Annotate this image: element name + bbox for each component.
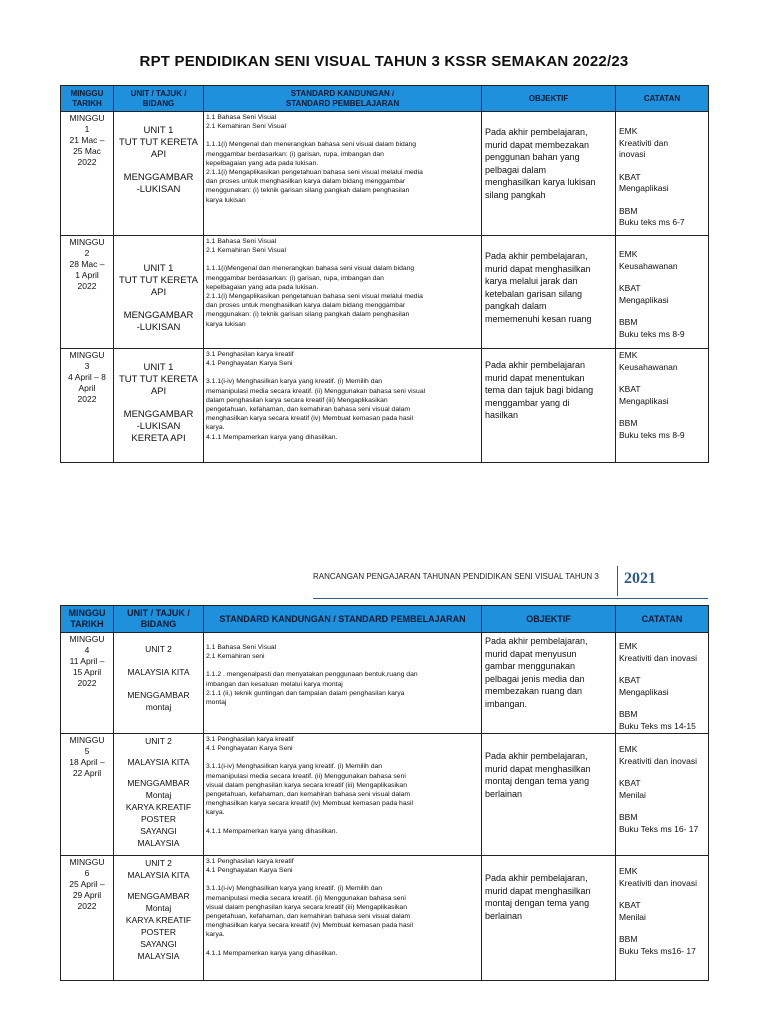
standard-cell: 3.1 Penghasilan karya kreatif 4.1 Penghayatan Karya Seni 3.1.1(i-iv) Menghasilkan karya yang kreatif. (i) Memilih dan memanipulasi media secara kreatif. (ii) Menggunakan bahasa seni visual dalam penghasilan karya secara kreatif (iii) Mengaplikasikan pengetahuan, kefahaman, dan kemahiran bahasa seni visual dalam menghasilkan karya secara kreatif (iv) Membuat kemasan pada hasil karya. 4.1.1 Mempamerkan karya yang dihasilkan.: [204, 856, 482, 981]
header-standard: STANDARD KANDUNGAN / STANDARD PEMBELAJARAN: [204, 606, 482, 633]
table-header-row: [61, 86, 709, 112]
objective-cell: Pada akhir pembelajaran, murid dapat menyusun gambar menggunakan pelbagai jenis media dan membezakan ruang dan imbangan.: [482, 633, 616, 734]
week-cell: MINGGU 2 28 Mac – 1 April 2022: [61, 236, 114, 349]
header-objektif: OBJEKTIF: [482, 86, 616, 112]
page-running-header: RANCANGAN PENGAJARAN TAHUNAN PENDIDIKAN SENI VISUAL TAHUN 3: [313, 572, 599, 581]
header-unit-tajuk-bidang: UNIT / TAJUK / BIDANG: [114, 606, 204, 633]
table-row: [61, 349, 709, 463]
header-year: 2021: [624, 570, 656, 587]
table-row: [61, 112, 709, 236]
header-catatan: CATATAN: [616, 606, 709, 633]
standard-cell: 1.1 Bahasa Seni Visual 2.1 Kemahiran Seni Visual 1.1.1(i)Mengenal dan menerangkan bahasa seni visual dalam bidang menggambar berdasarkan: (i) garisan, rupa, imbangan dan kepelbagaian yang ada pada lukisan. 2.1.1(i) Mengaplikasikan pengetahuan bahasa seni visual melalui media dan proses untuk menghasilkan karya dalam bidang menggambar menggunakan: (i) teknik garisan silang pangkah dalam penghasilan karya lukisan: [204, 236, 482, 349]
notes-cell: EMK Keusahawanan KBAT Mengaplikasi BBM Buku teks ms 8-9: [616, 349, 709, 463]
notes-cell: EMK Kreativiti dan inovasi KBAT Mengaplikasi BBM Buku Teks ms 14-15: [616, 633, 709, 734]
unit-cell: UNIT 2 MALAYSIA KITA MENGGAMBAR Montaj KARYA KREATIF POSTER SAYANGI MALAYSIA: [114, 856, 204, 981]
week-cell: MINGGU 1 21 Mac – 25 Mac 2022: [61, 112, 114, 236]
unit-cell: UNIT 2 MALAYSIA KITA MENGGAMBAR montaj: [114, 633, 204, 734]
standard-cell: 1.1 Bahasa Seni Visual 2.1 Kemahiran Seni Visual 1.1.1(i) Mengenal dan menerangkan bahasa seni visual dalam bidang menggambar berdasarkan: (i) garisan, rupa, imbangan dan kepelbagaian yang ada pada lukisan. 2.1.1(i) Mengaplikasikan pengetahuan bahasa seni visual melalui media dan proses untuk menghasilkan karya dalam bidang menggambar menggunakan: (i) teknik garisan silang pangkah dalam penghasilan karya lukisan: [204, 112, 482, 236]
standard-cell: 3.1 Penghasilan karya kreatif 4.1 Penghayatan Karya Seni 3.1.1(i-iv) Menghasilkan karya yang kreatif. (i) Memilih dan memanipulasi media secara kreatif. (ii) Menggunakan bahasa seni visual dalam penghasilan karya secara kreatif (iii) Mengaplikasikan pengetahuan, kefahaman, dan kemahiran bahasa seni visual dalam menghasilkan karya secara kreatif (iv) Membuat kemasan pada hasil karya. 4.1.1 Mempamerkan karya yang dihasilkan.: [204, 734, 482, 856]
objective-cell: Pada akhir pembelajaran murid dapat menentukan tema dan tajuk bagi bidang menggambar yang di hasilkan: [482, 349, 616, 463]
week-cell: MINGGU 4 11 April – 15 April 2022: [61, 633, 114, 734]
objective-cell: Pada akhir pembelajaran, murid dapat membezakan penggunan bahan yang pelbagai dalam menghasilkan karya lukisan silang pangkah: [482, 112, 616, 236]
table-row: [61, 633, 709, 734]
header-unit-tajuk-bidang: UNIT / TAJUK / BIDANG: [114, 86, 204, 112]
table-row: [61, 856, 709, 981]
notes-cell: EMK Kreativiti dan inovasi KBAT Menilai BBM Buku Teks ms 16- 17: [616, 734, 709, 856]
header-minggu-tarikh: MINGGU TARIKH: [61, 86, 114, 112]
unit-cell: UNIT 1 TUT TUT KERETA API MENGGAMBAR -LUKISAN: [114, 236, 204, 349]
unit-cell: UNIT 1 TUT TUT KERETA API MENGGAMBAR -LUKISAN: [114, 112, 204, 236]
standard-cell: 3.1 Penghasilan karya kreatif 4.1 Penghayatan Karya Seni 3.1.1(i-iv) Menghasilkan karya yang kreatif. (i) Memilih dan memanipulasi media secara kreatif. (ii) Menggunakan bahasa seni visual dalam penghasilan karya secara kreatif (iii) Mengaplikasikan pengetahuan, kefahaman, dan kemahiran bahasa seni visual dalam menghasilkan karya secara kreatif (iv) Membuat kemasan pada hasil karya. 4.1.1 Mempamerkan karya yang dihasilkan.: [204, 349, 482, 463]
header-objektif: OBJEKTIF: [482, 606, 616, 633]
notes-cell: EMK Kreativiti dan inovasi KBAT Menilai BBM Buku Teks ms16- 17: [616, 856, 709, 981]
objective-cell: Pada akhir pembelajaran, murid dapat menghasilkan montaj dengan tema yang berlainan: [482, 734, 616, 856]
document-title: RPT PENDIDIKAN SENI VISUAL TAHUN 3 KSSR SEMAKAN 2022/23: [139, 53, 629, 70]
week-cell: MINGGU 5 18 April – 22 April: [61, 734, 114, 856]
unit-cell: UNIT 1 TUT TUT KERETA API MENGGAMBAR -LUKISAN KERETA API: [114, 349, 204, 463]
notes-cell: EMK Kreativiti dan inovasi KBAT Mengaplikasi BBM Buku teks ms 6-7: [616, 112, 709, 236]
header-standard: STANDARD KANDUNGAN / STANDARD PEMBELAJARAN: [204, 86, 482, 112]
header-rule: [313, 598, 708, 599]
header-catatan: CATATAN: [616, 86, 709, 112]
rpt-table-2: [60, 605, 709, 981]
objective-cell: Pada akhir pembelajaran, murid dapat menghasilkan karya melalui jarak dan ketebalan garisan silang pangkah dalam mememenuhi kesan ruang: [482, 236, 616, 349]
unit-cell: UNIT 2 MALAYSIA KITA MENGGAMBAR Montaj KARYA KREATIF POSTER SAYANGI MALAYSIA: [114, 734, 204, 856]
rpt-table-1: [60, 85, 709, 463]
header-divider: [617, 566, 618, 596]
header-minggu-tarikh: MINGGU TARIKH: [61, 606, 114, 633]
objective-cell: Pada akhir pembelajaran, murid dapat menghasilkan montaj dengan tema yang berlainan: [482, 856, 616, 981]
week-cell: MINGGU 3 4 April – 8 April 2022: [61, 349, 114, 463]
table-header-row: [61, 606, 709, 633]
table-row: [61, 734, 709, 856]
table-row: [61, 236, 709, 349]
notes-cell: EMK Keusahawanan KBAT Mengaplikasi BBM Buku teks ms 8-9: [616, 236, 709, 349]
week-cell: MINGGU 6 25 April – 29 April 2022: [61, 856, 114, 981]
standard-cell: 1.1 Bahasa Seni Visual 2.1 Kemahiran seni 1.1.2 . mengenalpasti dan menyatakan penggunaan bentuk,ruang dan imbangan dan kesatuan melalui karya montaj 2.1.1 (ii,) teknik guntingan dan tampalan dalam penghasilan karya montaj: [204, 633, 482, 734]
